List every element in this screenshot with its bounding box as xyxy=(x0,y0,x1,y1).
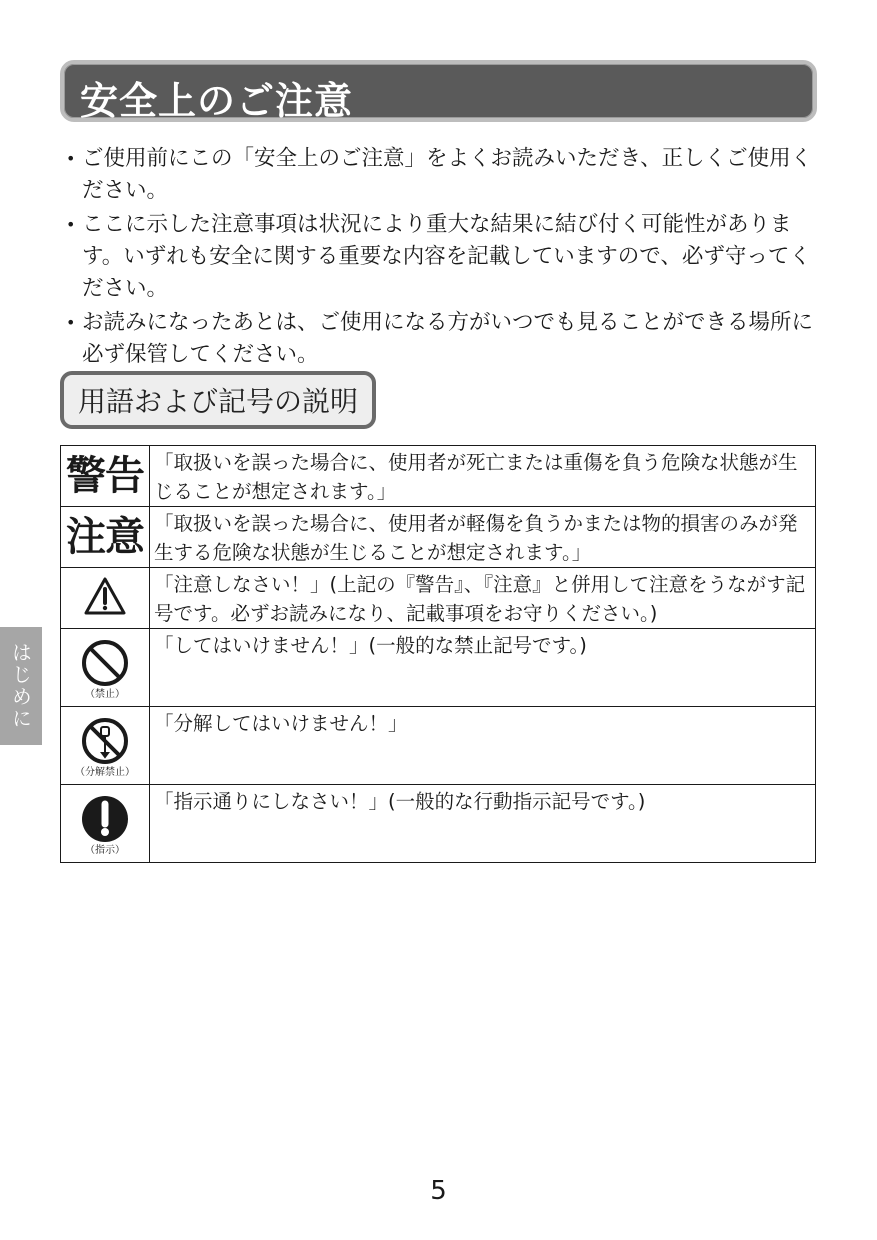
table-row xyxy=(61,707,816,785)
intro-bullet-list xyxy=(66,143,826,373)
symbol-cell xyxy=(61,507,150,568)
table-row xyxy=(61,785,816,863)
section-subtitle: 用語および記号の説明 xyxy=(78,385,359,418)
symbol-cell xyxy=(61,629,150,707)
warning-label: 警告 xyxy=(66,453,144,499)
symbol-caption: （禁止） xyxy=(85,688,125,700)
table-row xyxy=(61,629,816,707)
symbol-caption: （指示） xyxy=(85,844,125,856)
section-subtitle-box xyxy=(60,371,376,429)
description-cell: 「注意しなさい！」(上記の『警告』、『注意』と併用して注意をうながす記号です。必ずお読みになり、記載事項をお守りください。) xyxy=(150,568,816,629)
prohibition-icon xyxy=(81,639,129,687)
symbol-cell xyxy=(61,707,150,785)
symbol-cell xyxy=(61,785,150,863)
symbol-cell xyxy=(61,568,150,629)
intro-bullet: • お読みになったあとは、ご使用になる方がいつでも見ることができる場所に必ず保管してください。 xyxy=(66,307,826,371)
side-tab-label: はじめに xyxy=(8,642,33,730)
no-disassembly-icon xyxy=(81,717,129,765)
table-row xyxy=(61,568,816,629)
description-cell: 「してはいけません！」(一般的な禁止記号です。) xyxy=(150,629,816,707)
instruction-icon xyxy=(81,795,129,843)
description-cell: 「指示通りにしなさい！」(一般的な行動指示記号です。) xyxy=(150,785,816,863)
table-row xyxy=(61,507,816,568)
symbol-legend-table xyxy=(60,445,816,863)
page-number: 5 xyxy=(430,1176,447,1206)
intro-bullet: • ここに示した注意事項は状況により重大な結果に結び付く可能性があります。いずれも安全に関する重要な内容を記載していますので、必ず守ってください。 xyxy=(66,209,826,305)
symbol-caption: （分解禁止） xyxy=(75,766,135,778)
section-side-tab xyxy=(0,627,42,745)
warning-triangle-icon xyxy=(83,576,127,616)
page-title-banner xyxy=(60,60,817,122)
table-row xyxy=(61,446,816,507)
intro-bullet: • ご使用前にこの「安全上のご注意」をよくお読みいただき、正しくご使用ください。 xyxy=(66,143,826,207)
page-title: 安全上のご注意 xyxy=(80,79,354,123)
description-cell: 「取扱いを誤った場合に、使用者が死亡または重傷を負う危険な状態が生じることが想定されます。」 xyxy=(150,446,816,507)
description-cell: 「取扱いを誤った場合に、使用者が軽傷を負うかまたは物的損害のみが発生する危険な状態が生じることが想定されます。」 xyxy=(150,507,816,568)
symbol-cell xyxy=(61,446,150,507)
caution-label: 注意 xyxy=(66,514,144,560)
description-cell: 「分解してはいけません！」 xyxy=(150,707,816,785)
